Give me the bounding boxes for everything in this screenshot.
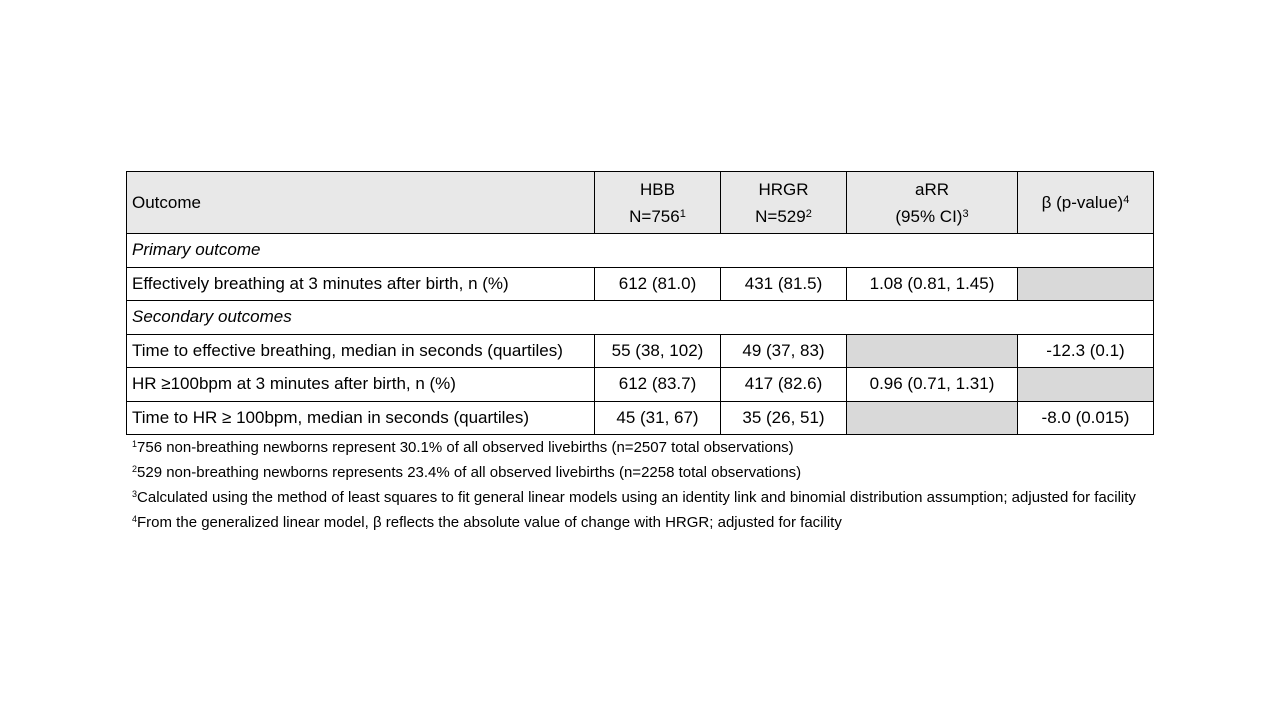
- cell-beta-empty: [1018, 267, 1154, 301]
- cell-hrgr: 417 (82.6): [721, 368, 847, 402]
- cell-beta: -12.3 (0.1): [1018, 334, 1154, 368]
- cell-hbb: 55 (38, 102): [595, 334, 721, 368]
- header-hbb: [595, 172, 721, 234]
- table-row: [127, 267, 1154, 301]
- table-row: [127, 401, 1154, 435]
- cell-beta: -8.0 (0.015): [1018, 401, 1154, 435]
- header-arr-ci: (95% CI)$^3$: [895, 206, 969, 226]
- cell-arr: 0.96 (0.71, 1.31): [847, 368, 1018, 402]
- footnotes: [132, 438, 1142, 538]
- header-arr: [847, 172, 1018, 234]
- section-primary-label: Primary outcome: [127, 234, 1154, 268]
- cell-hbb: 45 (31, 67): [595, 401, 721, 435]
- section-row-secondary: [127, 301, 1154, 335]
- header-hbb-n: $N=756^1$: [629, 206, 686, 226]
- header-hrgr: [721, 172, 847, 234]
- cell-beta-empty: [1018, 368, 1154, 402]
- header-outcome: Outcome: [127, 172, 595, 234]
- row-label: HR ≥100bpm at 3 minutes after birth, n (%): [127, 368, 595, 402]
- row-label: Time to HR ≥ 100bpm, median in seconds (quartiles): [127, 401, 595, 435]
- cell-hrgr: 431 (81.5): [721, 267, 847, 301]
- footnote-1: $^1$756 non-breathing newborns represent 30.1% of all observed livebirths (n=2507 total observations): [132, 439, 794, 456]
- cell-arr-empty: [847, 334, 1018, 368]
- header-hbb-name: HBB: [640, 179, 675, 199]
- cell-arr: 1.08 (0.81, 1.45): [847, 267, 1018, 301]
- footnote-4: $^4$From the generalized linear model, β reflects the absolute value of change with HRGR; adjusted for facility: [132, 514, 842, 531]
- header-hrgr-n: $N=529^2$: [755, 206, 812, 226]
- results-table: [126, 171, 1154, 435]
- table-row: [127, 334, 1154, 368]
- header-arr-name: aRR: [914, 179, 949, 199]
- section-secondary-label: Secondary outcomes: [127, 301, 1154, 335]
- cell-hrgr: 49 (37, 83): [721, 334, 847, 368]
- cell-arr-empty: [847, 401, 1018, 435]
- header-hrgr-name: HRGR: [758, 179, 809, 199]
- section-row-primary: [127, 234, 1154, 268]
- cell-hbb: 612 (83.7): [595, 368, 721, 402]
- cell-hrgr: 35 (26, 51): [721, 401, 847, 435]
- header-beta: β (p-value)$^4$: [1018, 172, 1154, 234]
- row-label: Effectively breathing at 3 minutes after birth, n (%): [127, 267, 595, 301]
- cell-hbb: 612 (81.0): [595, 267, 721, 301]
- row-label: Time to effective breathing, median in seconds (quartiles): [127, 334, 595, 368]
- header-row: [127, 172, 1154, 234]
- table-row: [127, 368, 1154, 402]
- footnote-2: $^2$529 non-breathing newborns represents 23.4% of all observed livebirths (n=2258 total observations): [132, 464, 802, 481]
- footnote-3: $^3$Calculated using the method of least squares to fit general linear models using an identity link and binomial distribution assumption; adjusted for facility: [132, 489, 1136, 506]
